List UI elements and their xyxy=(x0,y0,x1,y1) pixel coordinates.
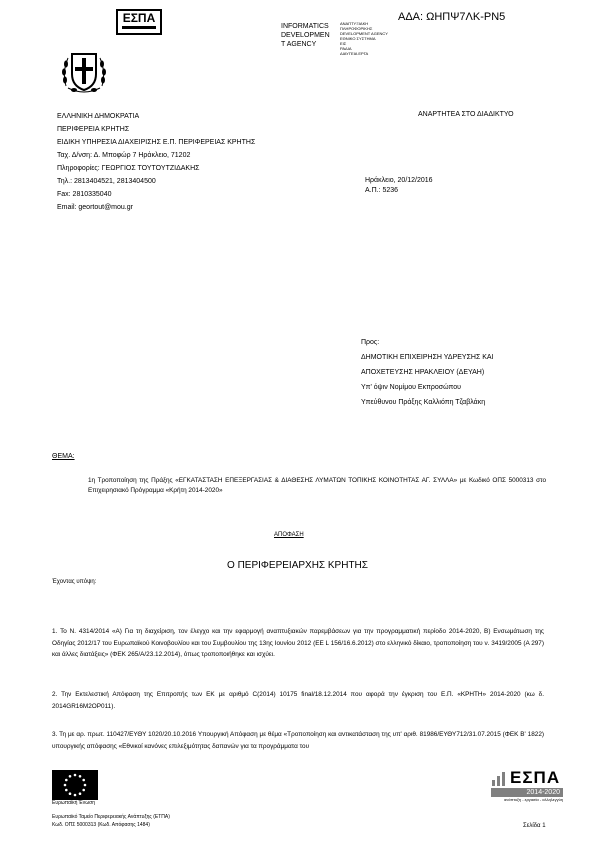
paragraph-1: 1. Το Ν. 4314/2014 «Α) Για τη διαχείριση, τον έλεγχο και την εφαρμογή αναπτυξιακών παρεμβάσεων για την προγραμματική περίοδο 2014-2020, Β) Ενσωμάτωση της Οδηγίας 2012/17 του Ευρωπαϊκού Κοινοβουλίου και του Συμβουλίου της 13ης Ιουνίου 2012 (ΕΕ L 156/16.6.2012) στο ελληνικό δίκαιο, τροποποίηση του ν. 3419/2005 (Α 297) και άλλες διατάξεις» (ΦΕΚ 265/Α/23.12.2014), όπως τροποποιήθηκε και ισχύει. xyxy=(52,628,544,658)
date-block xyxy=(365,176,433,196)
informatics-small-line: ΕΘΝΙΚΟ ΣΥΣΤΗΜΑ xyxy=(340,36,376,41)
paragraph-3: 3. Τη με αρ. πρωτ. 110427/ΕΥΘΥ 1020/20.10.2016 Υπουργική Απόφαση με θέμα «Τροποποίηση και αντικατάσταση της υπ' αριθ. 81986/ΕΥΘΥ712/31.07.2015 (ΦΕΚ Β' 1822) υπουργικής απόφασης «Εθνικοί κανόνες επιλεξιμότητας δαπανών για τα προγράμματα του xyxy=(52,731,544,750)
publish-note: ΑΝΑΡΤΗΤΕΑ ΣΤΟ ΔΙΑΔΙΚΤΥΟ xyxy=(418,111,514,118)
subject-text: 1η Τροποποίηση της Πράξης «ΕΓΚΑΤΑΣΤΑΣΗ ΕΠΕΞΕΡΓΑΣΙΑΣ & ΔΙΑΘΕΣΗΣ ΛΥΜΑΤΩΝ ΤΟΠΙΚΗΣ ΚΟΙΝΟΤΗΤΑΣ ΑΓ. ΣΥΛΛΑ» με Κωδικό ΟΠΣ 5000313 στο Επιχειρησιακό Πρόγραμμα «Κρήτη 2014-2020» xyxy=(88,477,546,494)
informatics-line: T AGENCY xyxy=(281,41,317,48)
page-number: Σελίδα 1 xyxy=(523,823,546,829)
fund-line: Ευρωπαϊκό Ταμείο Περιφερειακής Ανάπτυξης (ΕΤΠΑ) xyxy=(52,814,170,820)
eu-label: Ευρωπαϊκή Ένωση xyxy=(52,800,95,806)
greek-emblem-icon xyxy=(58,46,110,98)
paragraph-2: 2. Την Εκτελεστική Απόφαση της Επιτροπής των ΕΚ με αριθμό C(2014) 10175 final/18.12.2014 που αφορά την έγκριση του Ε.Π. «ΚΡΗΤΗ» 2014-2020 (κω δ. 2014GR16M2OP011). xyxy=(52,691,544,710)
footer-info xyxy=(52,813,170,829)
informatics-small-line: ΠΛΗΡΟΦΟΡΙΚΗΣ xyxy=(340,26,373,31)
recipient-block xyxy=(361,335,494,410)
informatics-small-line: ΕΙΣ xyxy=(340,41,347,46)
sender-line: Τηλ.: 2813404521, 2813404500 xyxy=(57,178,156,185)
sender-line: Πληροφορίες: ΓΕΩΡΓΙΟΣ ΤΟΥΤΟΥΤΖΙΔΑΚΗΣ xyxy=(57,165,200,172)
informatics-small-line: ΡΑΔΙΑ xyxy=(340,46,352,51)
recipient-line: Προς: xyxy=(361,339,380,346)
recipient-line: ΔΗΜΟΤΙΚΗ ΕΠΙΧΕΙΡΗΣΗ ΥΔΡΕΥΣΗΣ ΚΑΙ xyxy=(361,354,494,361)
espa-footer-logo xyxy=(491,768,563,808)
informatics-small-block xyxy=(340,21,388,56)
recipient-line: Υπ' όψιν Νομίμου Εκπροσώπου xyxy=(361,384,461,391)
espa-header-logo xyxy=(116,9,162,35)
sender-email[interactable]: Email: geortout@mou.gr xyxy=(57,204,133,211)
document-date: Ηράκλειο, 20/12/2016 xyxy=(365,177,433,184)
subject-label: ΘΕΜΑ: xyxy=(52,453,75,460)
informatics-small-line: ΔΙΑΥΓΕΙΑ ΕΡΓΑ xyxy=(340,51,369,56)
espa-footer-tagline: ανάπτυξη - εργασία - αλληλεγγύη xyxy=(503,797,563,802)
informatics-small-line: ΑΝΑΠΤΥΞΙΑΚΗ xyxy=(340,21,369,26)
sender-line: ΕΛΛΗΝΙΚΗ ΔΗΜΟΚΡΑΤΙΑ xyxy=(57,113,140,120)
eu-flag-icon xyxy=(52,770,98,800)
recipient-line: Υπεύθυνου Πράξης Καλλιόπη Τζαβλάκη xyxy=(361,399,486,406)
decision-label: ΑΠΟΦΑΣΗ xyxy=(274,532,304,538)
espa-footer-mark-icon xyxy=(491,771,507,787)
sender-block xyxy=(57,110,255,214)
informatics-small-line: DEVELOPMENT AGENCY xyxy=(340,31,388,36)
sender-line: ΕΙΔΙΚΗ ΥΠΗΡΕΣΙΑ ΔΙΑΧΕΙΡΙΣΗΣ Ε.Π. ΠΕΡΙΦΕΡΕΙΑΣ ΚΡΗΤΗΣ xyxy=(57,139,256,146)
recipient-line: ΑΠΟΧΕΤΕΥΣΗΣ ΗΡΑΚΛΕΙΟΥ (ΔΕΥΑΗ) xyxy=(361,369,485,376)
sender-line: ΠΕΡΙΦΕΡΕΙΑ ΚΡΗΤΗΣ xyxy=(57,126,130,133)
sender-line: Ταχ. Δ/νση: Δ. Μποφώρ 7 Ηράκλειο, 71202 xyxy=(57,152,191,159)
ada-code: ΑΔΑ: ΩΗΠΨ7ΛΚ-ΡΝ5 xyxy=(398,11,506,23)
code-line: Κωδ. ΟΠΣ 5000313 (Κωδ. Απόφασης 1484) xyxy=(52,822,150,828)
informatics-line: DEVELOPMEN xyxy=(281,32,330,39)
espa-header-logo-text: ΕΣΠΑ xyxy=(122,11,156,25)
espa-footer-years: 2014-2020 xyxy=(491,788,563,797)
considering-label: Έχοντας υπόψη: xyxy=(52,579,97,585)
informatics-line: INFORMATICS xyxy=(281,23,329,30)
main-title: Ο ΠΕΡΙΦΕΡΕΙΑΡΧΗΣ ΚΡΗΤΗΣ xyxy=(227,560,368,571)
sender-line: Fax: 2810335040 xyxy=(57,191,112,198)
protocol-number: Α.Π.: 5236 xyxy=(365,187,399,194)
espa-footer-text: ΕΣΠΑ xyxy=(510,768,561,787)
informatics-block xyxy=(281,22,330,49)
